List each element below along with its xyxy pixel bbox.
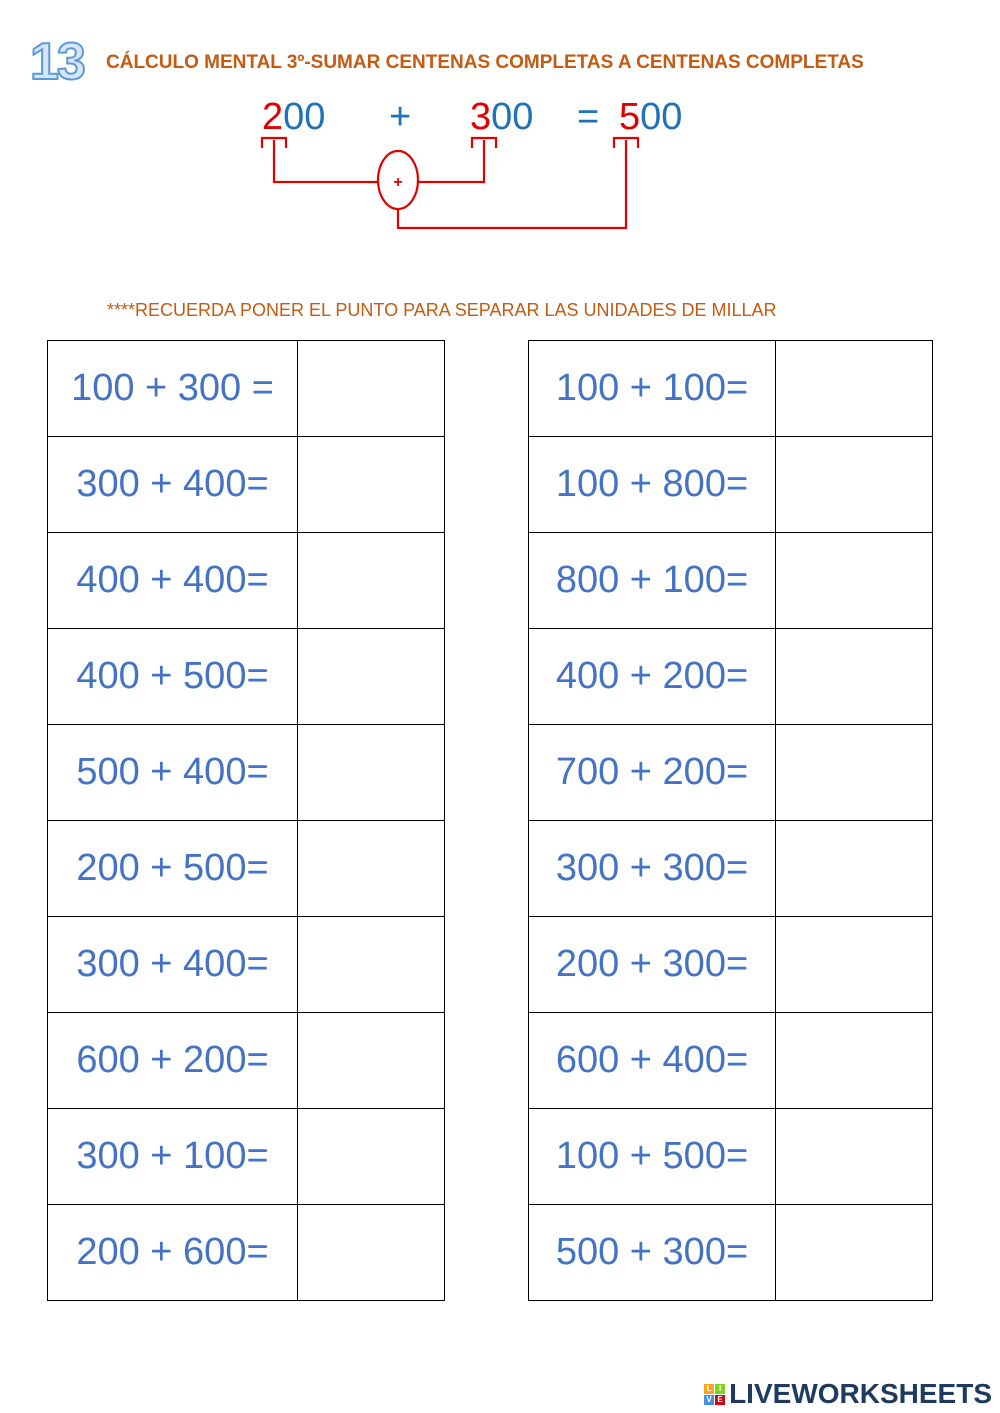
exercise-row-left-3 bbox=[48, 533, 445, 629]
exercise-row-right-8 bbox=[529, 1013, 933, 1109]
example-diagram bbox=[0, 0, 1000, 250]
exercise-row-right-2 bbox=[529, 437, 933, 533]
logo-letter-l: L bbox=[704, 1384, 714, 1394]
example-result-hundreds: 5 bbox=[619, 96, 641, 138]
exercise-question: 100 + 300 = bbox=[48, 341, 298, 437]
answer-field[interactable] bbox=[776, 437, 933, 533]
logo-letter-i: I bbox=[715, 1384, 725, 1394]
exercise-row-left-8 bbox=[48, 1013, 445, 1109]
answer-field[interactable] bbox=[298, 1013, 445, 1109]
answer-field[interactable] bbox=[776, 1205, 933, 1301]
exercise-question: 600 + 400= bbox=[529, 1013, 776, 1109]
answer-field[interactable] bbox=[776, 1013, 933, 1109]
exercise-row-right-9 bbox=[529, 1109, 933, 1205]
answer-field[interactable] bbox=[298, 629, 445, 725]
example-connector-lines bbox=[0, 0, 1000, 250]
example-addend-2-rest: 00 bbox=[491, 96, 534, 138]
exercise-question: 300 + 100= bbox=[48, 1109, 298, 1205]
exercise-question: 300 + 300= bbox=[529, 821, 776, 917]
exercise-row-left-4 bbox=[48, 629, 445, 725]
exercise-question: 200 + 500= bbox=[48, 821, 298, 917]
exercise-row-right-6 bbox=[529, 821, 933, 917]
exercise-question: 200 + 300= bbox=[529, 917, 776, 1013]
exercise-row-right-10 bbox=[529, 1205, 933, 1301]
exercise-row-left-1 bbox=[48, 341, 445, 437]
exercise-table-right bbox=[528, 340, 933, 1301]
exercise-question: 300 + 400= bbox=[48, 437, 298, 533]
liveworksheets-logo bbox=[704, 1378, 992, 1410]
exercise-question: 400 + 400= bbox=[48, 533, 298, 629]
exercise-question: 100 + 800= bbox=[529, 437, 776, 533]
line-result bbox=[398, 140, 626, 228]
logo-text: LIVEWORKSHEETS bbox=[729, 1378, 992, 1409]
answer-field[interactable] bbox=[298, 1109, 445, 1205]
exercise-row-right-7 bbox=[529, 917, 933, 1013]
exercise-row-right-1 bbox=[529, 341, 933, 437]
line-addend-1 bbox=[274, 140, 378, 182]
answer-field[interactable] bbox=[298, 437, 445, 533]
answer-field[interactable] bbox=[298, 533, 445, 629]
example-equals-sign: = bbox=[577, 96, 600, 138]
answer-field[interactable] bbox=[298, 917, 445, 1013]
exercise-question: 800 + 100= bbox=[529, 533, 776, 629]
answer-field[interactable] bbox=[298, 1205, 445, 1301]
exercise-row-right-3 bbox=[529, 533, 933, 629]
exercise-question: 400 + 200= bbox=[529, 629, 776, 725]
exercise-question: 300 + 400= bbox=[48, 917, 298, 1013]
exercise-question: 100 + 500= bbox=[529, 1109, 776, 1205]
example-addend-1-hundreds: 2 bbox=[262, 96, 284, 138]
exercise-row-left-5 bbox=[48, 725, 445, 821]
exercise-question: 500 + 400= bbox=[48, 725, 298, 821]
answer-field[interactable] bbox=[776, 821, 933, 917]
answer-field[interactable] bbox=[298, 821, 445, 917]
exercise-row-right-5 bbox=[529, 725, 933, 821]
exercise-question: 600 + 200= bbox=[48, 1013, 298, 1109]
exercise-table-left bbox=[47, 340, 445, 1301]
exercise-question: 200 + 600= bbox=[48, 1205, 298, 1301]
exercise-row-left-7 bbox=[48, 917, 445, 1013]
answer-field[interactable] bbox=[776, 725, 933, 821]
exercise-row-left-10 bbox=[48, 1205, 445, 1301]
exercise-question: 400 + 500= bbox=[48, 629, 298, 725]
answer-field[interactable] bbox=[776, 917, 933, 1013]
reminder-note: ****RECUERDA PONER EL PUNTO PARA SEPARAR LAS UNIDADES DE MILLAR bbox=[107, 300, 777, 320]
exercise-row-right-4 bbox=[529, 629, 933, 725]
example-addend-1-rest: 00 bbox=[283, 96, 326, 138]
exercise-question: 700 + 200= bbox=[529, 725, 776, 821]
example-plus-sign: + bbox=[389, 96, 412, 138]
answer-field[interactable] bbox=[776, 341, 933, 437]
example-addend-2-hundreds: 3 bbox=[470, 96, 492, 138]
exercise-row-left-9 bbox=[48, 1109, 445, 1205]
exercise-question: 100 + 100= bbox=[529, 341, 776, 437]
logo-letter-v: V bbox=[704, 1395, 714, 1405]
exercise-question: 500 + 300= bbox=[529, 1205, 776, 1301]
line-addend-2 bbox=[419, 140, 484, 182]
answer-field[interactable] bbox=[776, 629, 933, 725]
example-result-rest: 00 bbox=[640, 96, 683, 138]
logo-letter-e: E bbox=[715, 1395, 725, 1405]
exercise-row-left-2 bbox=[48, 437, 445, 533]
logo-mark-icon bbox=[704, 1384, 725, 1405]
page-title: CÁLCULO MENTAL 3º-SUMAR CENTENAS COMPLETAS A CENTENAS COMPLETAS bbox=[106, 52, 864, 73]
answer-field[interactable] bbox=[776, 1109, 933, 1205]
answer-field[interactable] bbox=[298, 341, 445, 437]
answer-field[interactable] bbox=[298, 725, 445, 821]
exercise-number: 13 bbox=[30, 33, 84, 91]
answer-field[interactable] bbox=[776, 533, 933, 629]
exercise-row-left-6 bbox=[48, 821, 445, 917]
circle-plus-label: + bbox=[393, 174, 403, 191]
